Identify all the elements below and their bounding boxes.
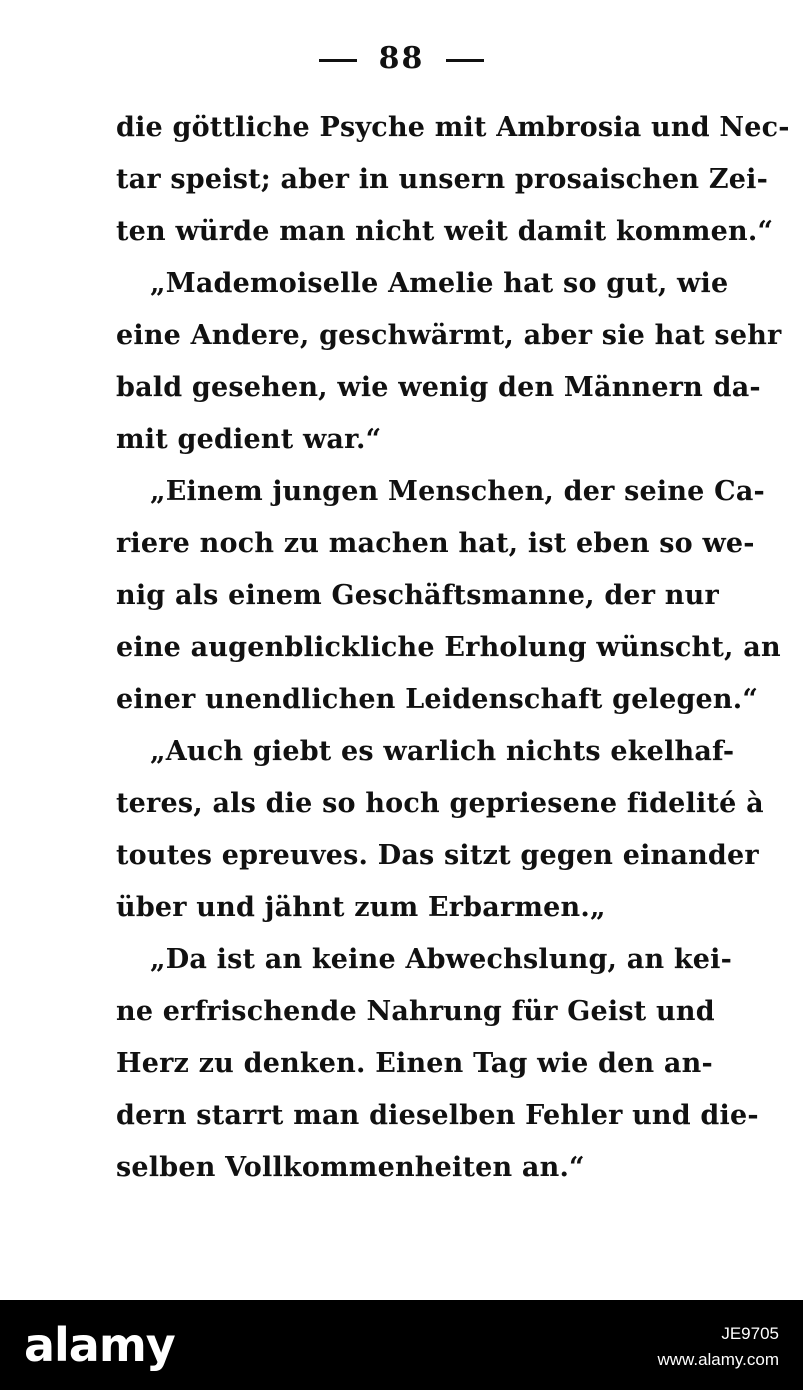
text-line: „Mademoiselle Amelie hat so gut, wie [150, 268, 729, 299]
text-line: tar speist; aber in unsern prosaischen Zei- [116, 164, 768, 195]
text-line: „Da ist an keine Abwechslung, an kei- [150, 944, 733, 975]
watermark-url: www.alamy.com [657, 1350, 779, 1369]
header-dash-left [319, 59, 357, 62]
text-line: ten würde man nicht weit damit kommen.“ [116, 216, 774, 247]
text-line: „Auch giebt es warlich nichts ekelhaf- [150, 736, 735, 767]
text-line: dern starrt man dieselben Fehler und die- [116, 1100, 759, 1131]
text-line: mit gedient war.“ [116, 424, 382, 455]
text-line: über und jähnt zum Erbarmen.„ [116, 892, 606, 923]
header-dash-right [446, 59, 484, 62]
text-line: nig als einem Geschäftsmanne, der nur [116, 580, 719, 611]
image-code: JE9705 [721, 1324, 779, 1343]
text-line: riere noch zu machen hat, ist eben so we- [116, 528, 755, 559]
text-line: bald gesehen, wie wenig den Männern da- [116, 372, 761, 403]
text-line: die göttliche Psyche mit Ambrosia und Nec- [116, 112, 790, 143]
text-line: eine Andere, geschwärmt, aber sie hat sehr [116, 320, 782, 351]
page-number: 88 [378, 41, 425, 76]
text-line: selben Vollkommenheiten an.“ [116, 1152, 585, 1183]
text-line: Herz zu denken. Einen Tag wie den an- [116, 1048, 713, 1079]
text-line: teres, als die so hoch gepriesene fidelité à [116, 788, 764, 819]
text-line: toutes epreuves. Das sitzt gegen einander [116, 840, 759, 871]
alamy-logo: alamy [24, 1318, 175, 1372]
text-line: eine augenblickliche Erholung wünscht, an [116, 632, 781, 663]
text-line: ne erfrischende Nahrung für Geist und [116, 996, 715, 1027]
text-line: „Einem jungen Menschen, der seine Ca- [150, 476, 765, 507]
watermark-footer [0, 1300, 803, 1390]
page-header [0, 34, 803, 84]
text-line: einer unendlichen Leidenschaft gelegen.“ [116, 684, 759, 715]
